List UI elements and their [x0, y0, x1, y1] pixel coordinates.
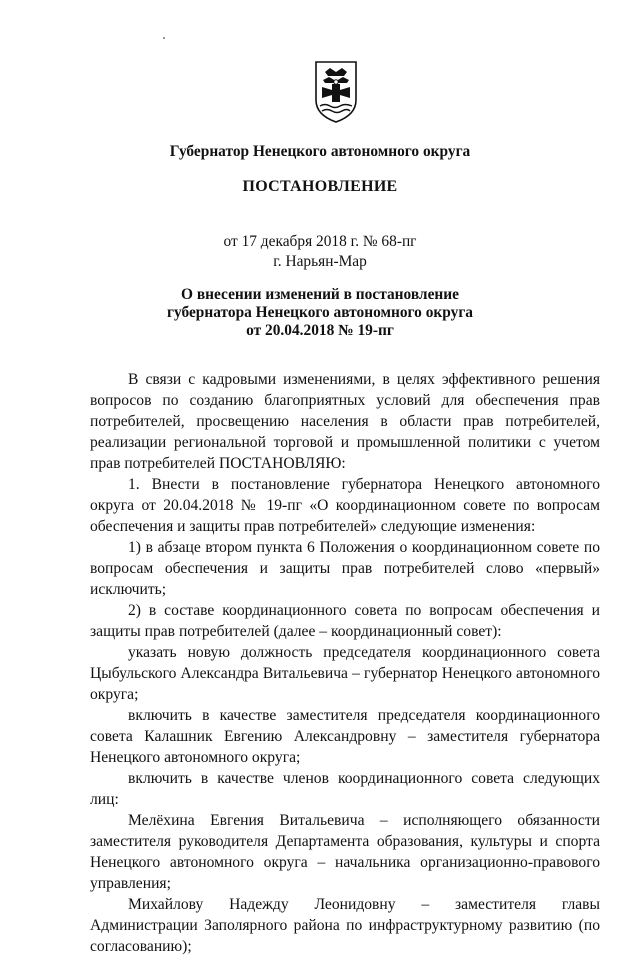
issuing-authority: Губернатор Ненецкого автономного округа — [169, 143, 471, 160]
document-title-line-1: О внесении изменений в постановление — [181, 286, 459, 303]
paragraph-member-melekhin: Мелёхина Евгения Витальевича – исполняющего обязанности заместителя руководителя Департамента образования, культуры и спорта Ненецкого автономного округа – начальника организационно-правового управления; — [90, 812, 600, 892]
paragraph-preamble: В связи с кадровыми изменениями, в целях эффективного решения вопросов по созданию благоприятных условий для обеспечения прав потребителей, просвещению населения в области прав потребителей, реализации региональной торговой и промышленной политики с учетом прав потребителей ПОСТАНОВЛЯЮ: — [90, 371, 600, 472]
document-place: г. Нарьян-Мар — [273, 253, 367, 270]
document-title-line-2: губернатора Ненецкого автономного округа — [167, 304, 473, 321]
paragraph-deputy-chairman: включить в качестве заместителя председателя координационного совета Калашник Евгению Александровну – заместителя губернатора Ненецкого автономного округа; — [90, 707, 600, 766]
coat-of-arms-icon — [313, 60, 359, 124]
paragraph-subitem-2: 2) в составе координационного совета по вопросам обеспечения и защиты прав потребителей (далее – координационный совет): — [90, 602, 600, 640]
paragraph-chairman: указать новую должность председателя координационного совета Цыбульского Александра Витальевича – губернатор Ненецкого автономного округа; — [90, 644, 600, 703]
paragraph-member-mikhailova: Михайлову Надежду Леонидовну – заместителя главы Администрации Заполярного района по инфраструктурному развитию (по согласованию); — [90, 896, 600, 955]
scan-speck — [163, 37, 165, 39]
paragraph-members-intro: включить в качестве членов координационного совета следующих лиц: — [90, 770, 600, 808]
document-type: ПОСТАНОВЛЕНИЕ — [242, 178, 398, 195]
paragraph-subitem-1: 1) в абзаце втором пункта 6 Положения о координационном совете по вопросам обеспечения и защиты прав потребителей слово «первый» исключить; — [90, 539, 600, 598]
document-body — [90, 369, 600, 957]
document-date-number: от 17 декабря 2018 г. № 68-пг — [223, 233, 417, 250]
document-title-line-3: от 20.04.2018 № 19-пг — [246, 322, 394, 339]
paragraph-item-1: 1. Внести в постановление губернатора Ненецкого автономного округа от 20.04.2018 № 19-пг «О координационном совете по вопросам обеспечения и защиты прав потребителей» следующие изменения: — [90, 476, 600, 535]
